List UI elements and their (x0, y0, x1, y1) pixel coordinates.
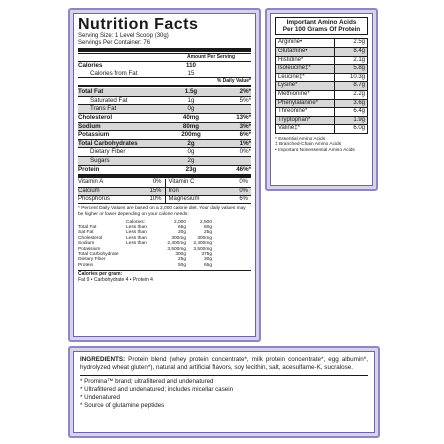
nutrient-amount: 40mg (182, 113, 200, 121)
reference-cell: 2,500 (199, 219, 212, 225)
amino-name: Histidine* (276, 57, 335, 65)
vitamin-row (78, 195, 251, 203)
reference-cell: Cholesterol (78, 235, 103, 241)
reference-cell: Total Fat (78, 224, 97, 230)
divider (80, 375, 368, 376)
vitamin-name: Phosphorus (78, 195, 111, 202)
ingredient-note: * Promina™ brand; ultrafiltered and undenatured (80, 378, 214, 385)
nutrient-row (78, 147, 251, 156)
reference-cell: Less than (126, 241, 147, 247)
vitamin-percent: 0% (239, 179, 248, 186)
nutrient-name: Trans Fat (90, 105, 117, 113)
reference-cell: 25g (203, 230, 212, 236)
calories-label: Calories (78, 62, 103, 69)
amino-value: 1.9g (353, 116, 365, 123)
reference-cell: Less than (126, 230, 147, 236)
amino-title-line2: Per 100 Grams Of Protein (282, 26, 361, 34)
vitamin-name: Vitamin C (168, 179, 195, 186)
nutrition-facts-label (73, 13, 256, 337)
nutrient-daily-value: 1%* (239, 139, 251, 147)
serving-size: Serving Size: 1 Level Scoop (30g) (78, 33, 169, 39)
amino-row (276, 124, 367, 133)
amino-value: 2.1g (353, 56, 365, 63)
amino-name: Valine‡* (276, 125, 335, 133)
vitamin-name: Iron (168, 187, 179, 194)
amino-value: 6.0g (353, 125, 365, 132)
ingredient-notes (80, 378, 368, 410)
amino-row (276, 73, 367, 82)
vitamin-cell (78, 179, 165, 186)
vitamin-percent: 0% (152, 179, 162, 186)
reference-cell: 3,500mg (167, 246, 186, 252)
reference-cell: 3,500mg (193, 246, 212, 252)
calories-per-gram: Fat 9 • Carbohydrate 4 • Protein 4 (78, 277, 153, 284)
ingredients-box (73, 351, 375, 433)
amino-acids-box (270, 13, 373, 186)
vitamin-name: Calcium (78, 187, 100, 194)
nutrient-row (78, 156, 251, 165)
nutrient-daily-value: 0%* (239, 148, 251, 156)
divider (78, 203, 251, 204)
nutrient-name: Total Carbohydrates (78, 139, 138, 147)
amino-name: Tryptophan* (276, 117, 335, 125)
nutrient-daily-value: 13%* (236, 113, 251, 121)
nutrient-daily-value: 6%* (239, 131, 251, 139)
reference-cell: 50g (177, 262, 186, 268)
nutrient-daily-value (211, 157, 251, 165)
reference-cell: 2,400mg (193, 241, 212, 247)
amino-value: 3.6g (353, 99, 365, 106)
amino-row (276, 116, 367, 125)
vitamin-table (78, 179, 251, 203)
nutrient-amount: 80mg (182, 122, 200, 130)
reference-cell: Dietary Fiber (78, 257, 106, 263)
amino-name: Methionine* (276, 91, 335, 99)
amino-name: Arginine• (276, 39, 335, 47)
amino-acids-title (275, 17, 368, 35)
nutrient-row (78, 96, 251, 105)
reference-cell: 300mg (197, 235, 212, 241)
nutrient-name: Protein (78, 165, 100, 173)
reference-cell: 300mg (171, 235, 186, 241)
ingredients-label: INGREDIENTS: (80, 356, 126, 363)
nutrient-name: Cholesterol (78, 113, 113, 121)
amino-value: 8.4g (353, 48, 365, 54)
nutrient-amount: 200mg (181, 131, 201, 139)
amino-acids-panel (265, 8, 378, 191)
vitamin-cell (165, 179, 252, 186)
nutrient-row (78, 139, 251, 148)
reference-cell: 300g (175, 251, 186, 257)
amino-title-line1: Important Amino Acids (286, 19, 357, 26)
reference-cell: Total Carbohydrate (78, 251, 119, 257)
legend-item: • Important Nonessential Amino Acids (275, 147, 355, 153)
servings-per-container: Servings Per Container: 76 (78, 40, 151, 46)
ingredients-text (80, 356, 368, 372)
reference-cell (126, 263, 160, 268)
vitamin-cell (78, 188, 165, 195)
reference-cell: Calories: (126, 219, 145, 225)
amino-row (276, 56, 367, 65)
reference-cell: 20g (177, 230, 186, 236)
vitamin-row (78, 187, 251, 195)
nutrient-name: Sugars (90, 156, 110, 164)
amino-name: Phenylalanine* (276, 100, 335, 108)
amino-value: 5.8g (353, 65, 365, 72)
calories-fat-row (78, 70, 251, 78)
reference-cell: Protein (78, 262, 94, 268)
reference-cell: Less than (126, 224, 147, 230)
nutrient-daily-value: 46%* (236, 165, 251, 173)
amino-value: 2.5g (353, 39, 365, 46)
amino-row (276, 99, 367, 108)
reference-cell: Sat Fat (78, 230, 94, 236)
amino-name: Glutamine• (276, 48, 335, 56)
reference-cell: 30g (203, 257, 212, 263)
nutrient-name: Sodium (78, 122, 101, 130)
reference-cell: Potassium (78, 246, 101, 252)
nutrient-row (78, 165, 251, 174)
reference-cell: 65g (177, 224, 186, 230)
vitamin-percent: 15% (149, 187, 162, 194)
calories-fat-value: 15 (187, 69, 195, 77)
amino-value: 2.2g (353, 90, 365, 97)
vitamin-name: Magnesium (168, 195, 200, 202)
nutrient-table (78, 88, 251, 173)
calories-per-gram-label: Calories per gram: (78, 271, 123, 278)
amino-legend (275, 137, 368, 153)
vitamin-cell (165, 188, 252, 195)
amino-name: Threonine* (276, 108, 335, 116)
amino-acids-table (275, 38, 368, 134)
vitamin-cell (78, 196, 165, 203)
nutrient-daily-value: 2%* (239, 88, 251, 96)
amino-value: 8.7g (353, 82, 365, 89)
calories-fat-label: Calories from Fat (90, 69, 138, 77)
calories-value: 110 (186, 62, 196, 69)
reference-cell: Sodium (78, 241, 95, 247)
nutrient-amount: 0g (187, 148, 195, 156)
nutrient-amount: 2g (187, 139, 195, 147)
nutrient-name: Dietary Fiber (90, 148, 126, 156)
reference-table (78, 220, 251, 269)
calories-row (78, 61, 251, 70)
amino-row (276, 47, 367, 56)
daily-value-footnote: * Percent Daily Values are based on a 2,000 calorie diet. Your daily values may be higher or lower depending on your calorie needs: (78, 206, 246, 217)
nutrient-row (78, 130, 251, 139)
reference-cell: 2,000 (173, 219, 186, 225)
amino-value: 10.3g (349, 73, 365, 80)
nutrient-daily-value: 5%* (239, 96, 251, 104)
nutrient-amount: 23g (185, 165, 197, 173)
ingredient-note: * Undenatured (80, 394, 120, 401)
nutrient-daily-value: 3%* (239, 122, 251, 130)
ingredients-panel (68, 346, 380, 438)
legend-item: * Essential Amino Acids (275, 136, 326, 142)
ingredient-note: * Source of glutamine peptides (80, 402, 165, 409)
amino-value: 6.4g (353, 108, 365, 115)
nutrition-facts-panel (68, 8, 261, 342)
amount-per-serving: Amount Per Serving (186, 54, 236, 60)
vitamin-row (78, 179, 251, 186)
reference-cell: 25g (177, 257, 186, 263)
amount-per-serving-head (78, 53, 251, 61)
amino-row (276, 64, 367, 73)
reference-cell: 65g (203, 262, 212, 268)
nutrient-daily-value (211, 105, 251, 113)
ingredient-note: * Ultrafiltered and undenatured; includes micellar casein (80, 386, 234, 393)
amino-row (276, 39, 367, 47)
reference-cell: 80g (203, 224, 212, 230)
vitamin-percent: 10% (149, 195, 162, 202)
nutrient-row (78, 88, 251, 96)
ingredients-list: Protein blend (whey protein concentrate*, milk protein concentrate*, egg albumin*, hydrolyzed wheat gluten*), natural and artificial flavors, soy lecithin, salt, acesulfame-K, sucralose. (80, 356, 369, 371)
nutrient-amount: 0g (187, 105, 195, 113)
nutrition-facts-title: Nutrition Facts (78, 16, 199, 33)
nutrient-name: Saturated Fat (90, 96, 128, 104)
amino-row (276, 90, 367, 99)
amino-name: Isoleucine‡* (276, 65, 335, 73)
amino-row (276, 81, 367, 90)
nutrient-amount: 1g (187, 96, 195, 104)
daily-value-head: % Daily Value* (78, 77, 251, 84)
divider (78, 48, 251, 52)
nutrient-amount: 2g (187, 156, 195, 164)
nutrient-row (78, 113, 251, 122)
amino-name: Leucine‡* (276, 74, 335, 82)
reference-cell: 375g (201, 251, 212, 257)
legend-item: ‡ Branched-Chain Amino Acids (275, 142, 342, 148)
vitamin-percent: 6% (239, 195, 248, 202)
divider (78, 85, 251, 87)
vitamin-name: Vitamin A (78, 179, 104, 186)
amino-name: Lysine* (276, 82, 335, 90)
vitamin-cell (165, 196, 252, 203)
reference-cell: 2,400mg (167, 241, 186, 247)
divider (78, 174, 251, 178)
nutrient-row (78, 104, 251, 113)
reference-cell: Less than (126, 235, 147, 241)
nutrient-name: Potassium (78, 131, 110, 139)
nutrient-row (78, 122, 251, 131)
nutrient-name: Total Fat (78, 88, 104, 96)
amino-row (276, 107, 367, 116)
vitamin-percent: 0% (239, 187, 248, 194)
nutrient-amount: 1.5g (184, 88, 198, 96)
